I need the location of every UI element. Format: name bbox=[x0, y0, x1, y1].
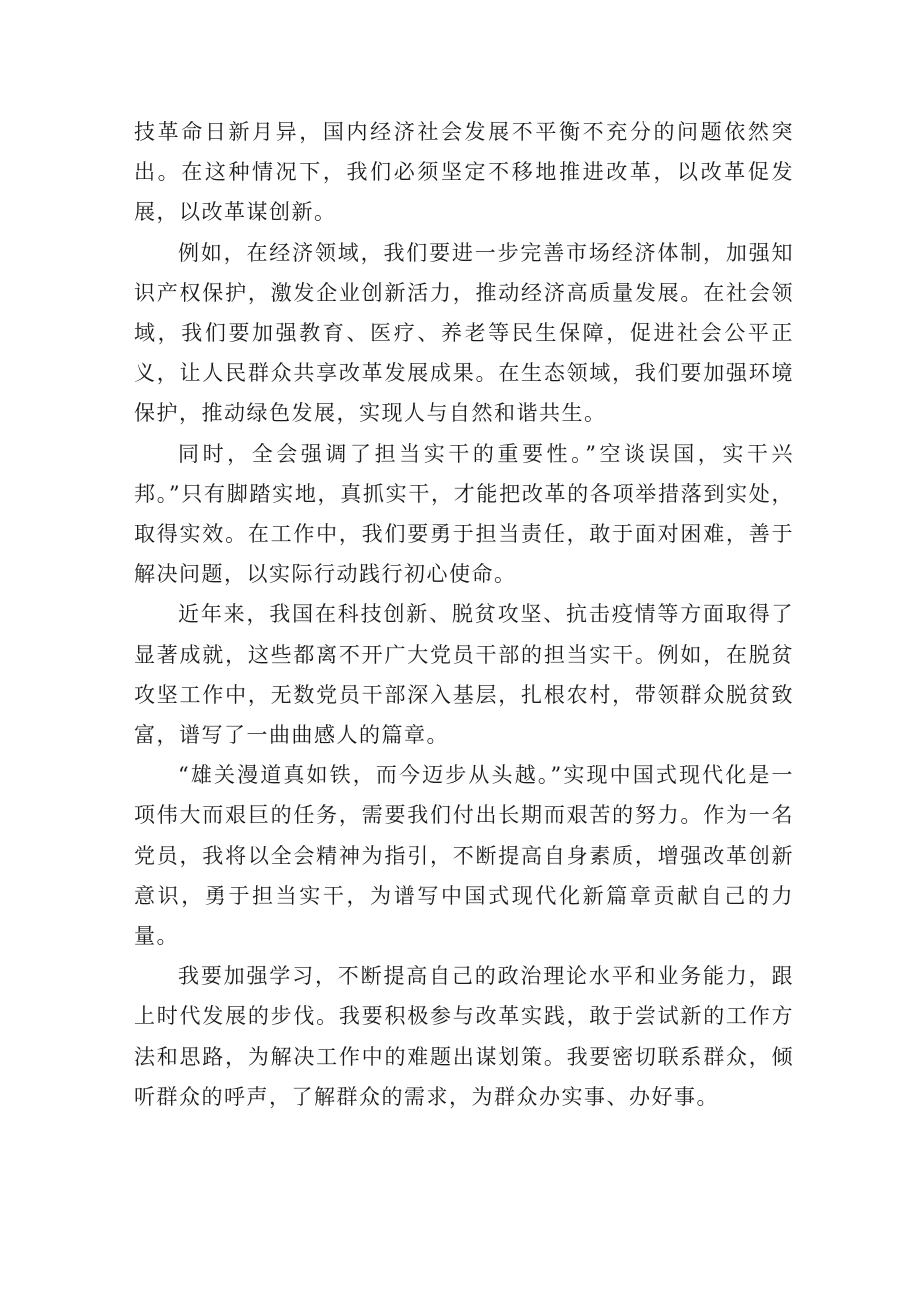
paragraph-6: 我要加强学习，不断提高自己的政治理论水平和业务能力，跟上时代发展的步伐。我要积极参与改革实践，敢于尝试新的工作方法和思路，为解决工作中的难题出谋划策。我要密切联系群众，倾听群众的呼声，了解群众的需求，为群众办实事、办好事。 bbox=[134, 964, 794, 1109]
paragraph-2: 例如，在经济领域，我们要进一步完善市场经济体制，加强知识产权保护，激发企业创新活力，推动经济高质量发展。在社会领域，我们要加强教育、医疗、养老等民生保障，促进社会公平正义，让人民群众共享改革发展成果。在生态领域，我们要加强环境保护，推动绿色发展，实现人与自然和谐共生。 bbox=[134, 240, 794, 426]
paragraph-3: 同时，全会强调了担当实干的重要性。”空谈误国，实干兴邦。”只有脚踏实地，真抓实干，才能把改革的各项举措落到实处，取得实效。在工作中，我们要勇于担当责任，敢于面对困难，善于解决问题，以实际行动践行初心使命。 bbox=[134, 441, 794, 587]
paragraph-1: 技革命日新月异，国内经济社会发展不平衡不充分的问题依然突出。在这种情况下，我们必须坚定不移地推进改革，以改革促发展，以改革谋创新。 bbox=[134, 120, 794, 225]
paragraph-5: “雄关漫道真如铁，而今迈步从头越。”实现中国式现代化是一项伟大而艰巨的任务，需要我们付出长期而艰苦的努力。作为一名党员，我将以全会精神为指引，不断提高自身素质，增强改革创新意识，勇于担当实干，为谱写中国式现代化新篇章贡献自己的力量。 bbox=[134, 763, 794, 949]
document-body bbox=[134, 112, 794, 1117]
paragraph-4: 近年来，我国在科技创新、脱贫攻坚、抗击疫情等方面取得了显著成就，这些都离不开广大党员干部的担当实干。例如，在脱贫攻坚工作中，无数党员干部深入基层，扎根农村，带领群众脱贫致富，谱写了一曲曲感人的篇章。 bbox=[134, 602, 794, 748]
